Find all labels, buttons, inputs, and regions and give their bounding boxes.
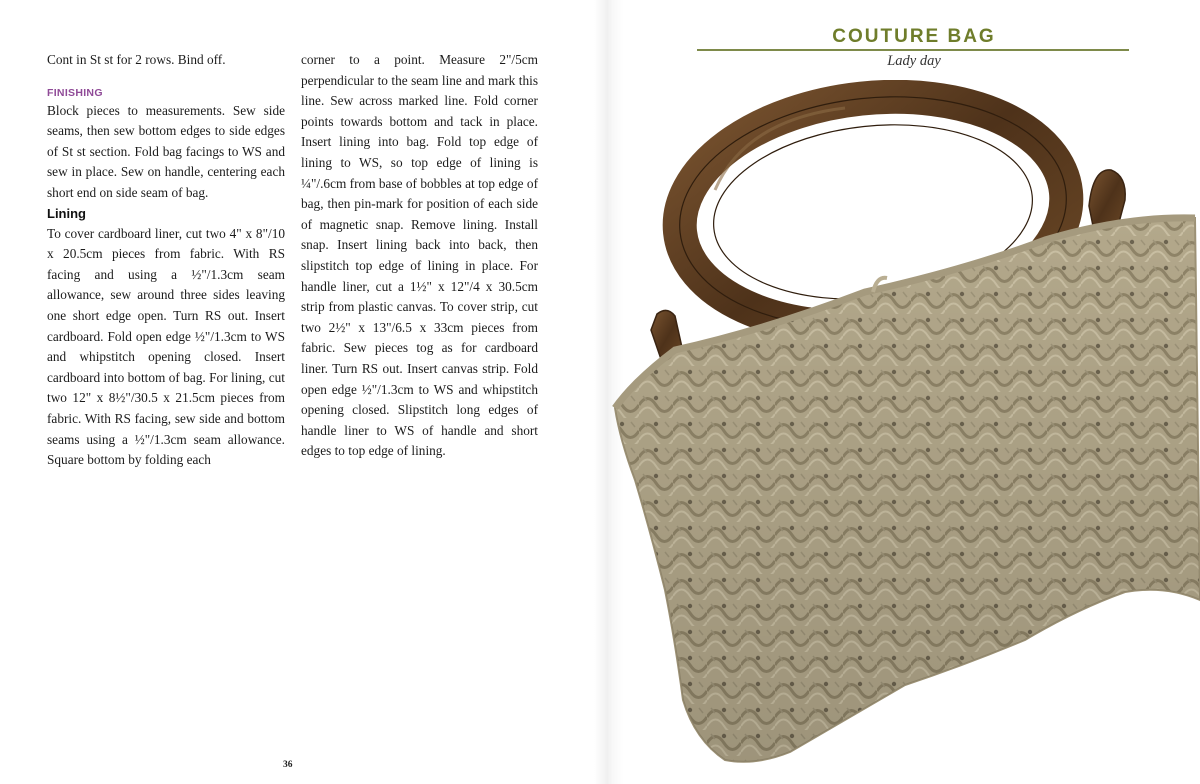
pattern-subtitle: Lady day [887, 53, 941, 69]
page-number: 36 [283, 760, 293, 770]
intro-paragraph: Cont in St st for 2 rows. Bind off. [47, 52, 226, 67]
title-rule [697, 49, 1129, 51]
pattern-title: COUTURE BAG [832, 26, 996, 47]
text-column-2 [301, 50, 538, 462]
knitted-bag-photo [605, 80, 1200, 770]
lining-heading: Lining [47, 205, 86, 221]
continued-paragraph: corner to a point. Measure 2"/5cm perpendicular to the seam line and mark this line. Sew across marked line. Fold corner points towards bottom and tack in place. Insert lining into bag. Fold top edge of lining to WS, so top edge of lining is ¼"/.6cm from base of bobbles at top edge of bag, then pin-mark for position of each side of magnetic snap. Remove lining. Install snap. Insert lining back into back, then slipstitch top edge of lining in place. For handle liner, cut a 1½" x 12"/4 x 30.5cm strip from plastic canvas. To cover strip, cut two 2½" x 13"/6.5 x 33cm pieces from fabric. Sew pieces tog as for cardboard liner. Turn RS out. Insert canvas strip. Fold open edge ½"/1.3cm to WS and whipstitch opening closed. Slipstitch long edges of handle liner to WS of handle and short edges to top edge of lining. [301, 52, 538, 459]
lining-paragraph: To cover cardboard liner, cut two 4" x 8"/10 x 20.5cm pieces from fabric. With RS facing and using a ½"/1.3cm seam allowance, sew around three sides leaving one short edge open. Turn RS out. Insert cardboard. Fold open edge ½"/1.3cm to WS and whipstitch opening closed. Insert cardboard into bottom of bag. For lining, cut two 12" x 8½"/30.5 x 21.5cm pieces from fabric. With RS facing, sew side and bottom seams using a ½"/1.3cm seam allowance. Square bottom by folding each [47, 225, 285, 468]
finishing-heading: FINISHING [47, 86, 103, 99]
finishing-paragraph: Block pieces to measurements. Sew side seams, then sew bottom edges to side edges of St st section. Fold bag facings to WS and sew in place. Sew on handle, centering each short end on side seam of bag. [47, 102, 285, 200]
text-column-1 [47, 50, 285, 471]
